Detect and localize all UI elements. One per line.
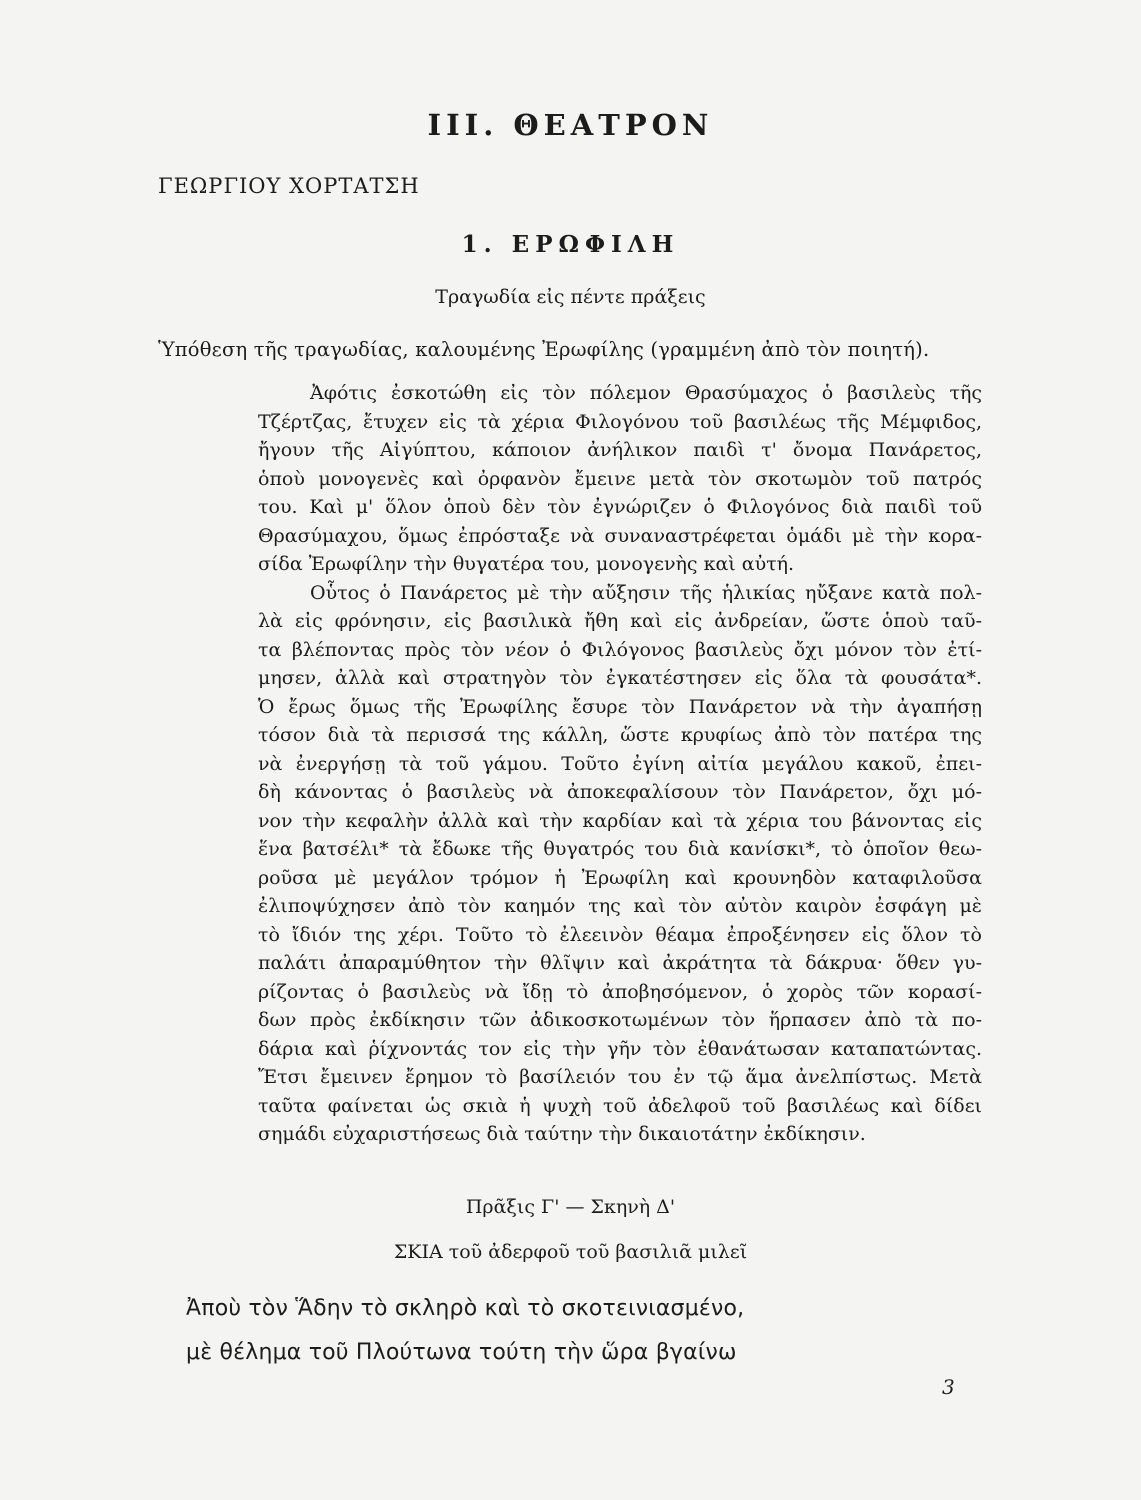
summary-line: ἕνα βατσέλι* τὰ ἔδωκε τῆς θυγατρός του διὰ κανίσκι*, τὸ ὁποῖον θεω- (258, 838, 982, 860)
summary-paragraphs (258, 379, 982, 1149)
summary-line: δὴ κάνοντας ὁ βασιλεὺς νὰ ἀποκεφαλίσουν τὸν Πανάρετον, ὄχι μό- (258, 781, 982, 803)
summary-line: ταῦτα φαίνεται ὡς σκιὰ ἡ ψυχὴ τοῦ ἀδελφοῦ τοῦ βασιλέως καὶ δίδει (258, 1094, 982, 1117)
verse-line: Ἀποὺ τὸν Ἅδην τὸ σκληρὸ καὶ τὸ σκοτεινιασμένο, (186, 1296, 745, 1321)
summary-line: τα βλέποντας πρὸς τὸν νέον ὁ Φιλόγονος βασιλεὺς ὄχι μόνον τὸν ἐτί- (258, 638, 982, 661)
summary-line: ὁποὺ μονογενὲς καὶ ὀρφανὸν ἔμεινε μετὰ τὸν σκοτωμὸν τοῦ πατρός (258, 467, 982, 490)
summary-line: Ἀφότις ἐσκοτώθη εἰς τὸν πόλεμον Θρασύμαχος ὁ βασιλεὺς τῆς (310, 382, 982, 404)
summary-line: Θρασύμαχου, ὅμως ἐπρόσταξε νὰ συναναστρέφεται ὁμάδι μὲ τὴν κορα- (258, 524, 982, 547)
summary-line: Ὁ ἔρως ὅμως τῆς Ἐρωφίλης ἔσυρε τὸν Πανάρετον νὰ τὴν ἀγαπήσῃ (258, 695, 982, 718)
summary-line: ρίζοντας ὁ βασιλεὺς νὰ ἴδῃ τὸ ἀποβησόμενον, ὁ χορὸς τῶν κορασί- (258, 980, 982, 1003)
play-title: 1. ΕΡΩΦΙΛΗ (461, 231, 680, 258)
author-name: ΓΕΩΡΓΙΟΥ ΧΟΡΤΑΤΣΗ (158, 174, 420, 198)
summary-line: Ἔτσι ἔμεινεν ἔρημον τὸ βασίλειόν του ἐν τῷ ἅμα ἀνελπίστως. Μετὰ (258, 1066, 982, 1088)
summary-line: λὰ εἰς φρόνησιν, εἰς βασιλικὰ ἤθη καὶ εἰς ἀνδρείαν, ὥστε ὁποὺ ταῦ- (258, 610, 982, 632)
summary-line: ροῦσα μὲ μεγάλον τρόμον ἡ Ἐρωφίλη καὶ κρουνηδὸν καταφιλοῦσα (258, 866, 982, 889)
summary-line: ἤγουν τῆς Αἰγύπτου, κάποιον ἀνήλικον παιδὶ τ' ὄνομα Πανάρετος, (258, 439, 982, 461)
play-subtitle: Τραγωδία εἰς πέντε πράξεις (435, 286, 706, 308)
verse-line: μὲ θέλημα τοῦ Πλούτωνα τούτη τὴν ὥρα βγαίνω (186, 1340, 737, 1365)
summary-line: τὸ ἴδιόν της χέρι. Τοῦτο τὸ ἐλεεινὸν θέαμα ἐπροξένησεν εἰς ὅλον τὸ (258, 923, 982, 946)
summary-line: δάρια καὶ ῥίχνοντάς τον εἰς τὴν γῆν τὸν ἐθανάτωσαν καταπατώντας. (258, 1037, 982, 1060)
summary-line: δων πρὸς ἐκδίκησιν τῶν ἀδικοσκοτωμένων τὸν ἥρπασεν ἀπὸ τὰ πο- (258, 1009, 982, 1031)
summary-line: ἐλιποψύχησεν ἀπὸ τὸν καημόν της καὶ τὸν αὐτὸν καιρὸν ἐσφάγη μὲ (258, 895, 982, 917)
summary-line: τόσον διὰ τὰ περισσά της κάλλη, ὥστε κρυφίως ἀπὸ τὸν πατέρα της (258, 724, 982, 746)
summary-line: παλάτι ἀπαραμύθητον τὴν θλῖψιν καὶ ἀκράτητα τὰ δάκρυα· ὅθεν γυ- (258, 952, 982, 974)
summary-line: του. Καὶ μ' ὅλον ὁποὺ δὲν τὸν ἐγνώριζεν ὁ Φιλογόνος διὰ παιδὶ τοῦ (258, 496, 982, 518)
speaker-line: ΣΚΙΑ τοῦ ἀδερφοῦ τοῦ βασιλιᾶ μιλεῖ (393, 1241, 748, 1263)
hypothesis-heading: Ὑπόθεση τῆς τραγωδίας, καλουμένης Ἐρωφίλης (γραμμένη ἀπὸ τὸν ποιητή). (158, 338, 930, 361)
section-title: III. ΘΕΑΤΡΟΝ (427, 108, 714, 142)
summary-line: σημάδι εὐχαριστήσεως διὰ ταύτην τὴν δικαιοτάτην ἐκδίκησιν. (258, 1123, 866, 1145)
summary-line: μησεν, ἀλλὰ καὶ στρατηγὸν τὸν ἐγκατέστησεν εἰς ὅλα τὰ φουσάτα*. (258, 667, 982, 689)
summary-line: Οὗτος ὁ Πανάρετος μὲ τὴν αὔξησιν τῆς ἡλικίας ηὔξανε κατὰ πολ- (310, 581, 982, 604)
page-number: 3 (942, 1375, 955, 1399)
summary-line: σίδα Ἐρωφίλην τὴν θυγατέρα του, μονογενὴς καὶ αὐτή. (258, 553, 795, 575)
summary-line: νὰ ἐνεργήσῃ τὰ τοῦ γάμου. Τοῦτο ἐγίνη αἰτία μεγάλου κακοῦ, ἐπει- (258, 752, 982, 775)
scene-heading: Πρᾶξις Γ' — Σκηνὴ Δ' (465, 1196, 676, 1218)
summary-line: νον τὴν κεφαλὴν ἀλλὰ καὶ τὴν καρδίαν καὶ τὰ χέρια του βάνοντας εἰς (258, 809, 982, 832)
summary-line: Τζέρτζας, ἔτυχεν εἰς τὰ χέρια Φιλογόνου τοῦ βασιλέως τῆς Μέμφιδος, (258, 410, 982, 433)
